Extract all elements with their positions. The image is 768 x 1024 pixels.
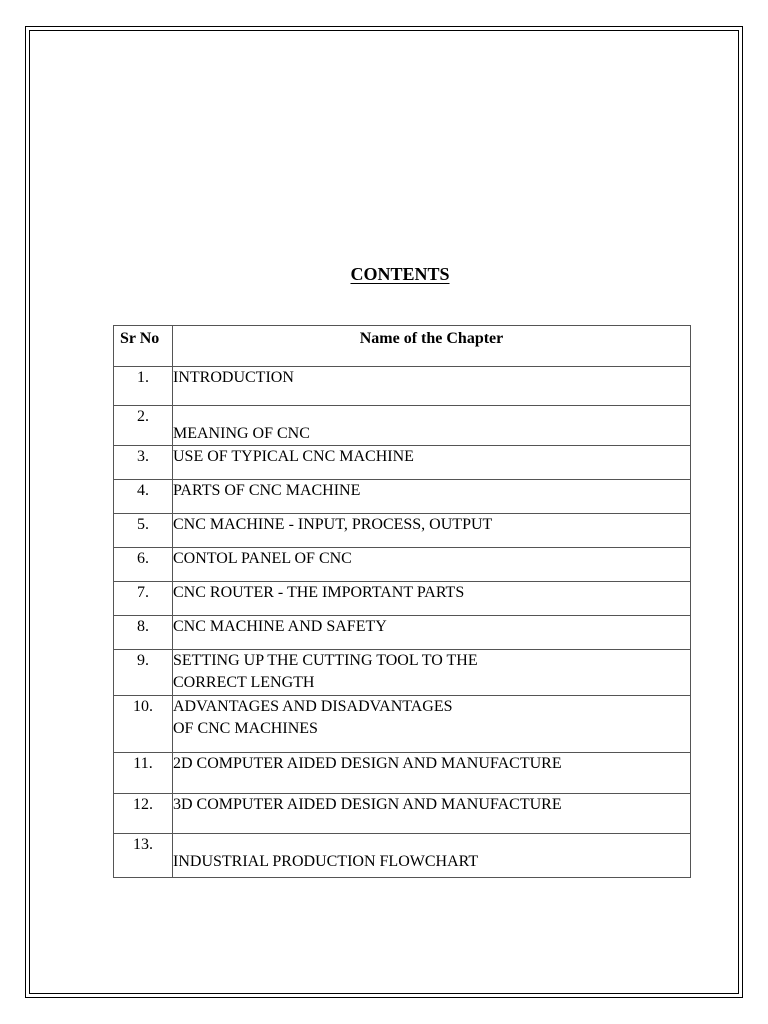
row-number: 13.: [114, 834, 173, 878]
chapter-name: CNC ROUTER - THE IMPORTANT PARTS: [173, 582, 691, 616]
row-number: 6.: [114, 548, 173, 582]
chapter-name-cell: [173, 406, 691, 446]
chapter-name: INDUSTRIAL PRODUCTION FLOWCHART: [173, 853, 479, 870]
contents-table: [113, 325, 691, 878]
table-header-row: [114, 326, 691, 367]
table-row: [114, 548, 691, 582]
header-chapter-name: Name of the Chapter: [173, 326, 691, 367]
page-title: CONTENTS: [350, 264, 450, 284]
header-sr-no: Sr No: [114, 326, 173, 367]
row-number: 11.: [114, 753, 173, 794]
table-row: [114, 582, 691, 616]
table-row: [114, 650, 691, 696]
chapter-name: INTRODUCTION: [173, 367, 691, 406]
row-number: 2.: [114, 406, 173, 446]
table-row: [114, 616, 691, 650]
chapter-name-cell: [173, 650, 691, 696]
table-row: [114, 480, 691, 514]
table-row: [114, 696, 691, 753]
table-row: [114, 446, 691, 480]
row-number: 3.: [114, 446, 173, 480]
chapter-name: 3D COMPUTER AIDED DESIGN AND MANUFACTURE: [173, 794, 691, 834]
row-number: 4.: [114, 480, 173, 514]
chapter-name-line: SETTING UP THE CUTTING TOOL TO THE: [173, 652, 478, 669]
table-row: [114, 834, 691, 878]
chapter-name-line: ADVANTAGES AND DISADVANTAGES: [173, 698, 453, 715]
table-row: [114, 794, 691, 834]
table-row: [114, 514, 691, 548]
chapter-name: CONTOL PANEL OF CNC: [173, 548, 691, 582]
chapter-name: USE OF TYPICAL CNC MACHINE: [173, 446, 691, 480]
table-row: [114, 753, 691, 794]
chapter-name-cell: [173, 696, 691, 753]
row-number: 12.: [114, 794, 173, 834]
chapter-name: MEANING OF CNC: [173, 425, 310, 442]
chapter-name: 2D COMPUTER AIDED DESIGN AND MANUFACTURE: [173, 753, 691, 794]
row-number: 5.: [114, 514, 173, 548]
row-number: 1.: [114, 367, 173, 406]
row-number: 8.: [114, 616, 173, 650]
chapter-name-line: OF CNC MACHINES: [173, 720, 318, 737]
chapter-name: PARTS OF CNC MACHINE: [173, 480, 691, 514]
row-number: 10.: [114, 696, 173, 753]
table-row: [114, 367, 691, 406]
chapter-name: CNC MACHINE - INPUT, PROCESS, OUTPUT: [173, 514, 691, 548]
table-row: [114, 406, 691, 446]
chapter-name-line: CORRECT LENGTH: [173, 674, 315, 691]
chapter-name: CNC MACHINE AND SAFETY: [173, 616, 691, 650]
row-number: 9.: [114, 650, 173, 696]
row-number: 7.: [114, 582, 173, 616]
chapter-name-cell: [173, 834, 691, 878]
